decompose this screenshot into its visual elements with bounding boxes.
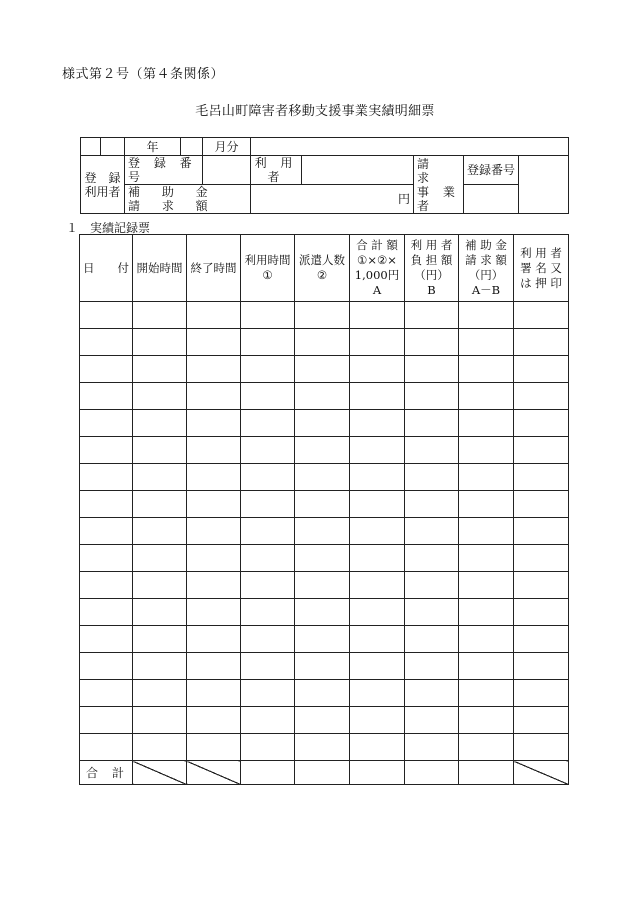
usage-hours-cell[interactable] [241,437,295,464]
user-signature-cell[interactable] [514,626,569,653]
registered-user-line2: 利用者 [84,184,121,199]
subsidy-claim-cell[interactable] [459,626,514,653]
subsidy-claim-cell[interactable] [459,464,514,491]
start-time-cell[interactable] [133,383,187,410]
provider-reg-number-value[interactable] [464,185,519,214]
subsidy-claim-cell[interactable] [459,680,514,707]
user-burden-cell[interactable] [405,356,459,383]
end-time-cell[interactable] [187,491,241,518]
claim-provider-line1: 請 求 [417,156,469,185]
usage-hours-cell[interactable] [241,302,295,329]
end-time-cell[interactable] [187,545,241,572]
start-time-cell[interactable] [133,599,187,626]
user-burden-cell[interactable] [405,572,459,599]
column-header-user-signature [514,235,569,302]
table-row [80,626,569,653]
user-burden-cell[interactable] [405,680,459,707]
start-time-cell[interactable] [133,707,187,734]
start-time-cell[interactable] [133,626,187,653]
usage-hours-cell[interactable] [241,599,295,626]
table-row [80,356,569,383]
total-total-amount-cell[interactable] [350,761,405,785]
user-signature-cell[interactable] [514,545,569,572]
registered-user-label [81,156,125,214]
dispatch-count-cell[interactable] [295,302,350,329]
user-signature-cell[interactable] [514,437,569,464]
subsidy-claim-cell[interactable] [459,599,514,626]
column-header-line: 合 計 額 [356,238,398,252]
dispatch-count-cell[interactable] [295,356,350,383]
end-time-cell[interactable] [187,680,241,707]
subsidy-claim-cell[interactable] [459,302,514,329]
registered-user-line1: 登 録 [84,170,121,185]
end-time-cell[interactable] [187,329,241,356]
total-dispatch-count-cell[interactable] [295,761,350,785]
usage-hours-cell[interactable] [241,626,295,653]
total-amount-cell[interactable] [350,734,405,761]
total-label [80,761,133,785]
column-header-line: 請 求 額 [465,253,507,267]
total-amount-cell[interactable] [350,653,405,680]
end-time-cell[interactable] [187,383,241,410]
total-amount-cell[interactable] [350,491,405,518]
column-header-line: 署 名 又 [520,260,562,275]
subsidy-claim-cell[interactable] [459,572,514,599]
start-time-cell[interactable] [133,734,187,761]
total-label-char: 合 [86,765,99,780]
column-header-start-time [133,235,187,302]
user-burden-cell[interactable] [405,626,459,653]
table-row [80,734,569,761]
user-signature-cell[interactable] [514,302,569,329]
start-time-cell[interactable] [133,302,187,329]
subsidy-claim-cell[interactable] [459,491,514,518]
month-input-cell[interactable] [181,138,203,156]
table-row [80,491,569,518]
usage-hours-cell[interactable] [241,518,295,545]
start-time-cell[interactable] [133,680,187,707]
user-signature-cell[interactable] [514,734,569,761]
end-time-cell[interactable] [187,734,241,761]
total-subsidy-claim-cell[interactable] [459,761,514,785]
user-burden-cell[interactable] [405,383,459,410]
total-amount-cell[interactable] [350,545,405,572]
end-time-cell[interactable] [187,356,241,383]
usage-hours-cell[interactable] [241,572,295,599]
column-header-line: （円） [414,268,449,282]
table-row [80,653,569,680]
date-cell[interactable] [80,572,133,599]
table-row [80,599,569,626]
column-header-line: A [372,283,382,297]
column-header-user-burden [405,235,459,302]
end-time-cell[interactable] [187,464,241,491]
total-row [80,761,569,785]
column-header-end-time [187,235,241,302]
end-time-cell[interactable] [187,572,241,599]
end-time-cell[interactable] [187,302,241,329]
dispatch-count-cell[interactable] [295,626,350,653]
table-row [80,680,569,707]
table-row [80,329,569,356]
user-burden-cell[interactable] [405,707,459,734]
column-header-dispatch-count [295,235,350,302]
table-row [80,302,569,329]
end-time-cell[interactable] [187,518,241,545]
column-header-line: ② [316,268,328,282]
table-row [80,572,569,599]
blank-header-span [251,138,569,156]
total-amount-cell[interactable] [350,410,405,437]
dispatch-count-cell[interactable] [295,680,350,707]
column-header-line: 利 用 者 [520,245,562,260]
user-signature-cell[interactable] [514,653,569,680]
table-row [80,437,569,464]
user-signature-cell[interactable] [514,464,569,491]
dispatch-count-cell[interactable] [295,518,350,545]
column-header-line: は 押 印 [520,275,562,290]
dispatch-count-cell[interactable] [295,653,350,680]
start-time-cell[interactable] [133,356,187,383]
total-amount-cell[interactable] [350,329,405,356]
total-amount-cell[interactable] [350,383,405,410]
usage-hours-cell[interactable] [241,464,295,491]
column-header-line: 派遣人数 [299,253,345,267]
user-signature-cell[interactable] [514,491,569,518]
date-cell[interactable] [80,302,133,329]
start-time-cell[interactable] [133,491,187,518]
subsidy-claim-cell[interactable] [459,383,514,410]
total-start-time-struck [133,761,187,785]
date-cell[interactable] [80,545,133,572]
total-amount-cell[interactable] [350,518,405,545]
provider-name-value[interactable] [519,156,569,214]
user-burden-cell[interactable] [405,437,459,464]
subsidy-claim-cell[interactable] [459,410,514,437]
total-amount-cell[interactable] [350,626,405,653]
user-burden-cell[interactable] [405,518,459,545]
start-time-cell[interactable] [133,518,187,545]
user-label: 利 用 者 [251,156,302,185]
table-row [80,410,569,437]
usage-hours-cell[interactable] [241,410,295,437]
column-header-line: 1,000円 [354,268,400,282]
table-row [80,383,569,410]
user-signature-cell[interactable] [514,383,569,410]
reg-number-label: 登 録 番 号 [125,156,203,185]
total-amount-cell[interactable] [350,707,405,734]
column-header-subsidy-claim [459,235,514,302]
user-burden-cell[interactable] [405,329,459,356]
dispatch-count-cell[interactable] [295,437,350,464]
usage-hours-cell[interactable] [241,734,295,761]
dispatch-count-cell[interactable] [295,707,350,734]
user-burden-cell[interactable] [405,545,459,572]
date-cell[interactable] [80,464,133,491]
user-burden-cell[interactable] [405,302,459,329]
header-table [80,137,569,214]
date-cell[interactable] [80,626,133,653]
subsidy-claim-cell[interactable] [459,356,514,383]
dispatch-count-cell[interactable] [295,329,350,356]
year-label: 年 [125,138,181,156]
column-header-line: ①×②× [357,253,397,267]
date-cell[interactable] [80,356,133,383]
user-signature-cell[interactable] [514,329,569,356]
dispatch-count-cell[interactable] [295,734,350,761]
user-burden-cell[interactable] [405,491,459,518]
user-signature-cell[interactable] [514,572,569,599]
end-time-cell[interactable] [187,653,241,680]
user-signature-cell[interactable] [514,356,569,383]
date-cell[interactable] [80,680,133,707]
start-time-cell[interactable] [133,437,187,464]
dispatch-count-cell[interactable] [295,572,350,599]
table-row [80,707,569,734]
date-cell[interactable] [80,491,133,518]
date-cell[interactable] [80,437,133,464]
date-cell[interactable] [80,653,133,680]
start-time-cell[interactable] [133,410,187,437]
subsidy-claim-cell[interactable] [459,707,514,734]
start-time-cell[interactable] [133,572,187,599]
usage-hours-cell[interactable] [241,545,295,572]
user-burden-cell[interactable] [405,410,459,437]
subsidy-claim-cell[interactable] [459,545,514,572]
total-end-time-struck [187,761,241,785]
record-table [79,234,569,785]
column-header-line: 負 担 額 [410,253,453,267]
yen-unit: 円 [398,192,411,206]
column-header-total-amount [350,235,405,302]
usage-hours-cell[interactable] [241,383,295,410]
era-cell[interactable] [101,138,125,156]
subsidy-claim-label: 補 助 金 請 求 額 [125,185,251,214]
form-number: 様式第２号（第４条関係） [62,67,225,82]
user-burden-cell[interactable] [405,734,459,761]
dispatch-count-cell[interactable] [295,464,350,491]
end-time-cell[interactable] [187,707,241,734]
user-signature-cell[interactable] [514,680,569,707]
total-amount-cell[interactable] [350,680,405,707]
column-header-line: 補 助 金 [465,238,507,252]
end-time-cell[interactable] [187,410,241,437]
column-header-line: A－B [471,283,501,297]
subsidy-claim-cell[interactable] [459,653,514,680]
claim-provider-line2: 事 業 者 [417,184,460,213]
usage-hours-cell[interactable] [241,329,295,356]
user-signature-cell[interactable] [514,518,569,545]
subsidy-amount-value[interactable] [251,185,414,214]
table-row [80,545,569,572]
column-header-line: （円） [468,268,504,282]
total-amount-cell[interactable] [350,437,405,464]
document-title: 毛呂山町障害者移動支援事業実績明細票 [195,104,435,119]
dispatch-count-cell[interactable] [295,545,350,572]
claim-provider-label [414,156,469,214]
column-header-date [80,235,133,302]
date-cell[interactable] [80,329,133,356]
column-header-usage-hours [241,235,295,302]
column-header-line: 利用時間 [244,253,291,267]
user-name-value[interactable] [302,156,414,185]
column-header-line: 終了時間 [190,260,237,275]
total-label-char: 計 [111,765,124,780]
total-user-signature-struck [514,761,569,785]
total-amount-cell[interactable] [350,356,405,383]
usage-hours-cell[interactable] [241,356,295,383]
end-time-cell[interactable] [187,626,241,653]
provider-reg-number-label: 登録番号 [464,156,519,185]
date-cell[interactable] [80,518,133,545]
column-header-line: 開始時間 [136,260,183,275]
start-time-cell[interactable] [133,653,187,680]
usage-hours-cell[interactable] [241,491,295,518]
date-cell[interactable] [80,707,133,734]
user-burden-cell[interactable] [405,464,459,491]
user-burden-cell[interactable] [405,599,459,626]
reg-number-value[interactable] [203,156,251,185]
total-amount-cell[interactable] [350,464,405,491]
table-row [80,518,569,545]
dispatch-count-cell[interactable] [295,410,350,437]
user-signature-cell[interactable] [514,707,569,734]
column-header-line: 日 付 [83,260,129,275]
total-user-burden-cell[interactable] [405,761,459,785]
total-amount-cell[interactable] [350,599,405,626]
start-time-cell[interactable] [133,545,187,572]
subsidy-claim-cell[interactable] [459,518,514,545]
user-signature-cell[interactable] [514,410,569,437]
date-cell[interactable] [80,410,133,437]
blank-cell[interactable] [81,138,101,156]
dispatch-count-cell[interactable] [295,491,350,518]
dispatch-count-cell[interactable] [295,383,350,410]
end-time-cell[interactable] [187,437,241,464]
total-usage-hours-cell[interactable] [241,761,295,785]
subsidy-claim-cell[interactable] [459,437,514,464]
column-header-line: ① [262,268,273,282]
subsidy-claim-cell[interactable] [459,329,514,356]
date-cell[interactable] [80,599,133,626]
column-header-line: 利 用 者 [410,238,453,252]
start-time-cell[interactable] [133,464,187,491]
user-signature-cell[interactable] [514,599,569,626]
user-burden-cell[interactable] [405,653,459,680]
total-amount-cell[interactable] [350,302,405,329]
total-amount-cell[interactable] [350,572,405,599]
end-time-cell[interactable] [187,599,241,626]
start-time-cell[interactable] [133,329,187,356]
usage-hours-cell[interactable] [241,680,295,707]
section-title: １ 実績記録票 [66,221,151,235]
column-header-line: B [427,283,436,297]
usage-hours-cell[interactable] [241,707,295,734]
subsidy-claim-cell[interactable] [459,734,514,761]
usage-hours-cell[interactable] [241,653,295,680]
month-label: 月分 [203,138,251,156]
dispatch-count-cell[interactable] [295,599,350,626]
table-row [80,464,569,491]
date-cell[interactable] [80,383,133,410]
date-cell[interactable] [80,734,133,761]
